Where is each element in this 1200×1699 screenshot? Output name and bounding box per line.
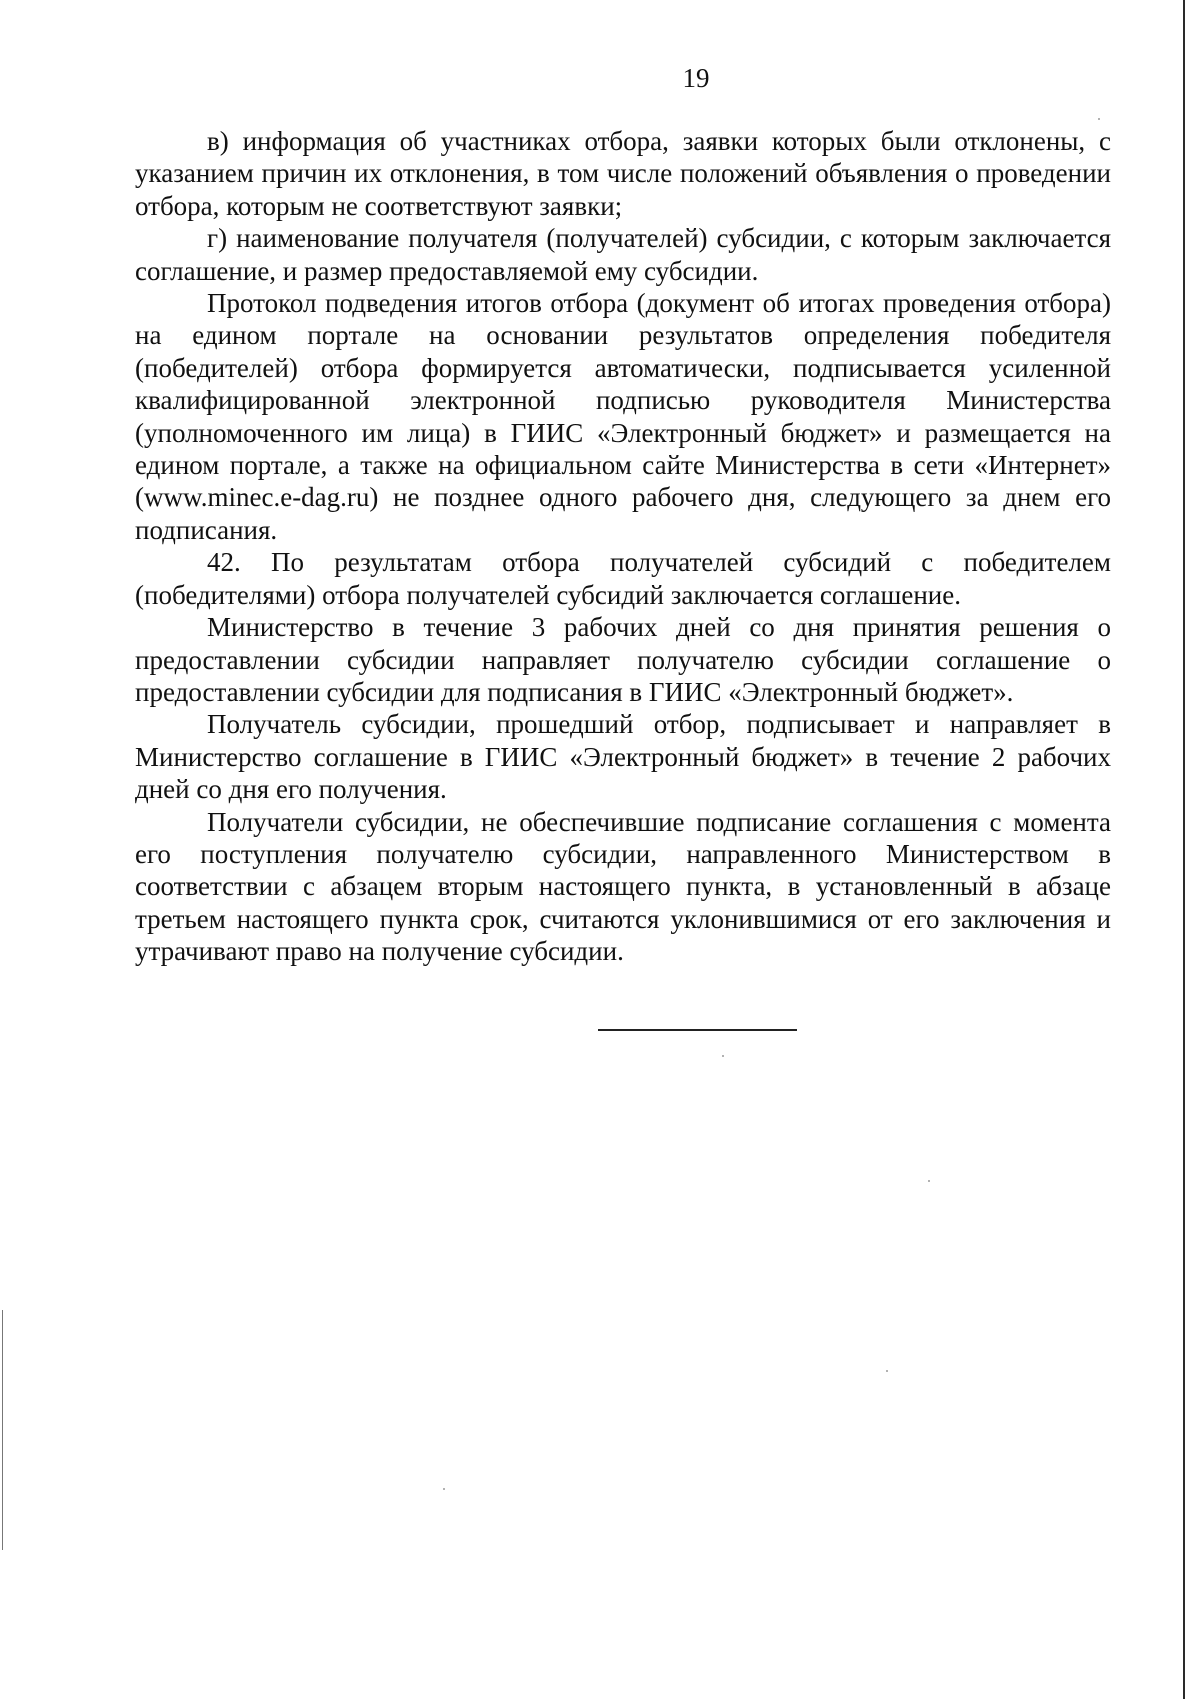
paragraph-recipient-signing: Получатель субсидии, прошедший отбор, подписывает и направляет в Министерство соглашение в ГИИС «Электронный бюджет» в течение 2 рабочих дней со дня его получения. <box>135 709 1111 805</box>
paragraph-clause-42: 42. По результатам отбора получателей субсидий с победителем (победителями) отбора получателей субсидий заключается соглашение. <box>135 547 1111 610</box>
scan-speck <box>722 1055 724 1057</box>
paragraph-item-g: г) наименование получателя (получателей) субсидии, с которым заключается соглашение, и размер предоставляемой ему субсидии. <box>135 223 1111 286</box>
end-of-text-rule <box>598 1029 797 1031</box>
paragraph-evasion: Получатели субсидии, не обеспечившие подписание соглашения с момента его поступления получателю субсидии, направленного Министерством в соответствии с абзацем вторым настоящего пункта, в установленный в абзаце третьем настоящего пункта срок, считаются уклонившимися от его заключения и утрачивают право на получение субсидии. <box>135 806 1111 967</box>
paragraph-protocol: Протокол подведения итогов отбора (документ об итогах проведения отбора) на едином портале на основании результатов определения победителя (победителей) отбора формируется автоматически, подписывается усиленной квалифицированной электронной подписью руководителя Министерства (уполномоченного им лица) в ГИИС «Электронный бюджет» и размещается на едином портале, а также на официальном сайте Министерства в сети «Интернет» (www.minec.e-dag.ru) не позднее одного рабочего дня, следующего за днем его подписания. <box>135 288 1111 545</box>
scan-speck <box>886 1370 888 1372</box>
document-body <box>135 125 1111 968</box>
scan-speck <box>928 1180 930 1182</box>
scan-speck <box>1098 118 1100 120</box>
page-number: 19 <box>682 63 710 93</box>
paragraph-item-v: в) информация об участниках отбора, заявки которых были отклонены, с указанием причин их отклонения, в том числе положений объявления о проведении отбора, которым не соответствуют заявки; <box>135 126 1111 221</box>
scan-edge-mark <box>2 1310 3 1550</box>
scan-edge-line <box>1183 0 1185 1699</box>
scan-speck <box>443 1488 445 1490</box>
paragraph-ministry-deadline: Министерство в течение 3 рабочих дней со дня принятия решения о предоставлении субсидии направляет получателю субсидии соглашение о предоставлении субсидии для подписания в ГИИС «Электронный бюджет». <box>135 612 1111 707</box>
